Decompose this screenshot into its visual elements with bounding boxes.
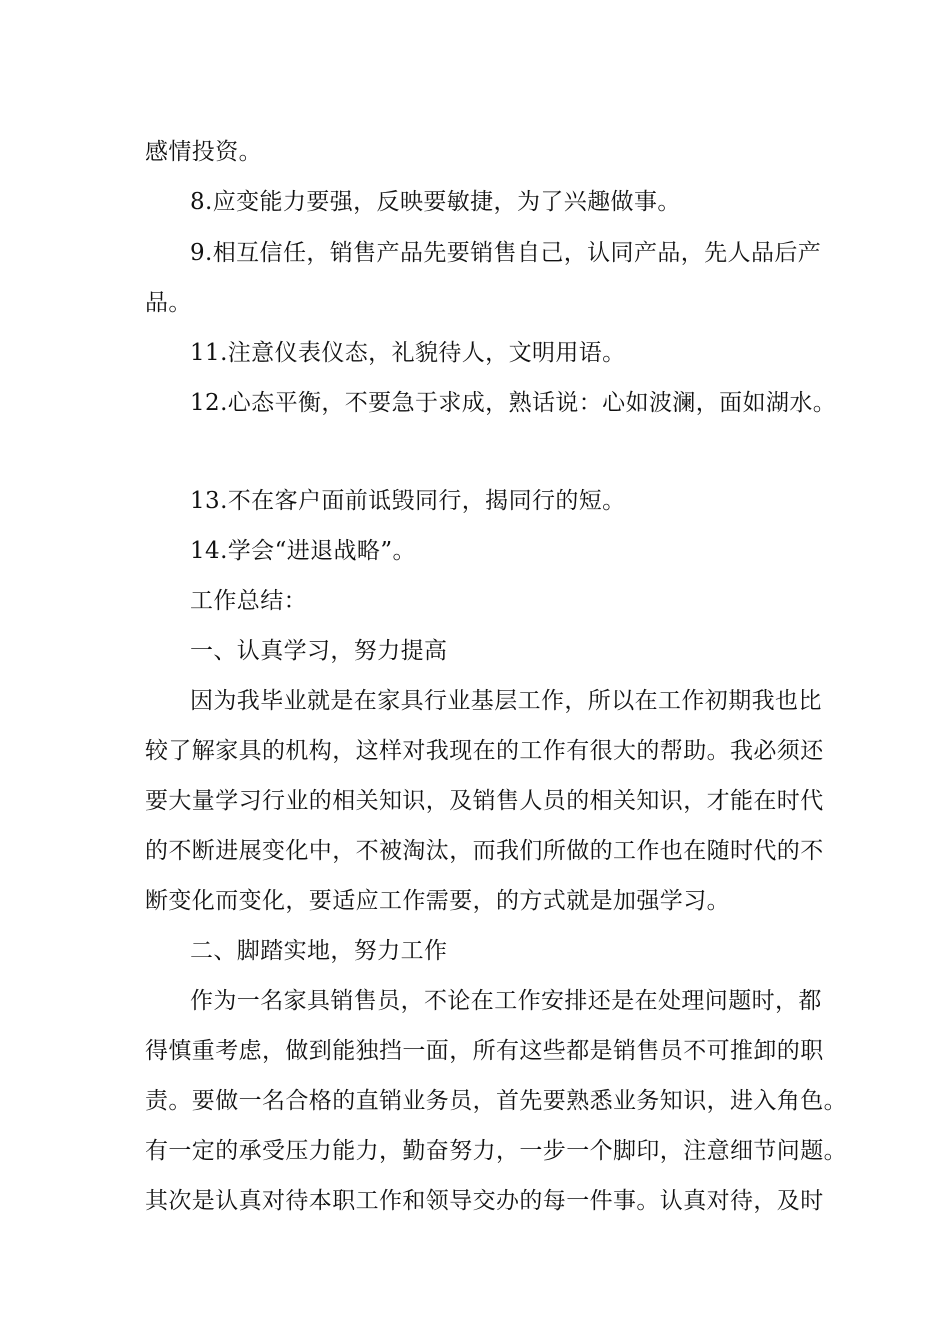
list-item-11: 11.注意仪表仪态，礼貌待人，文明用语。 (190, 340, 626, 366)
paragraph-line: 断变化而变化，要适应工作需要，的方式就是加强学习。 (145, 888, 730, 914)
list-item-12: 12.心态平衡，不要急于求成，熟话说：心如波澜，面如湖水。 (190, 390, 837, 416)
paragraph-line: 的不断进展变化中，不被淘汰，而我们所做的工作也在随时代的不 (145, 838, 824, 864)
paragraph-line: 得慎重考虑，做到能独挡一面，所有这些都是销售员不可推卸的职 (145, 1038, 824, 1064)
paragraph-line: 责。要做一名合格的直销业务员，首先要熟悉业务知识，进入角色。 (145, 1088, 847, 1114)
paragraph-line: 有一定的承受压力能力，勤奋努力，一步一个脚印，注意细节问题。 (145, 1138, 847, 1164)
paragraph-line: 其次是认真对待本职工作和领导交办的每一件事。认真对待，及时 (145, 1188, 824, 1214)
list-item-14: 14.学会“进退战略”。 (190, 538, 416, 564)
section-heading: 工作总结： (190, 588, 307, 614)
paragraph-line: 较了解家具的机构，这样对我现在的工作有很大的帮助。我必须还 (145, 738, 824, 764)
paragraph-line: 要大量学习行业的相关知识，及销售人员的相关知识，才能在时代 (145, 788, 824, 814)
subsection-heading-1: 一、认真学习，努力提高 (190, 638, 448, 664)
list-item-9: 9.相互信任，销售产品先要销售自己，认同产品，先人品后产 (190, 240, 822, 266)
list-item-13: 13.不在客户面前诋毁同行，揭同行的短。 (190, 488, 626, 514)
subsection-heading-2: 二、脚踏实地，努力工作 (190, 938, 448, 964)
text-line: 感情投资。 (145, 139, 262, 165)
paragraph-line: 因为我毕业就是在家具行业基层工作，所以在工作初期我也比 (190, 688, 822, 714)
paragraph-line: 作为一名家具销售员，不论在工作安排还是在处理问题时，都 (190, 988, 822, 1014)
text-line: 品。 (145, 290, 192, 316)
list-item-8: 8.应变能力要强，反映要敏捷，为了兴趣做事。 (190, 189, 681, 215)
